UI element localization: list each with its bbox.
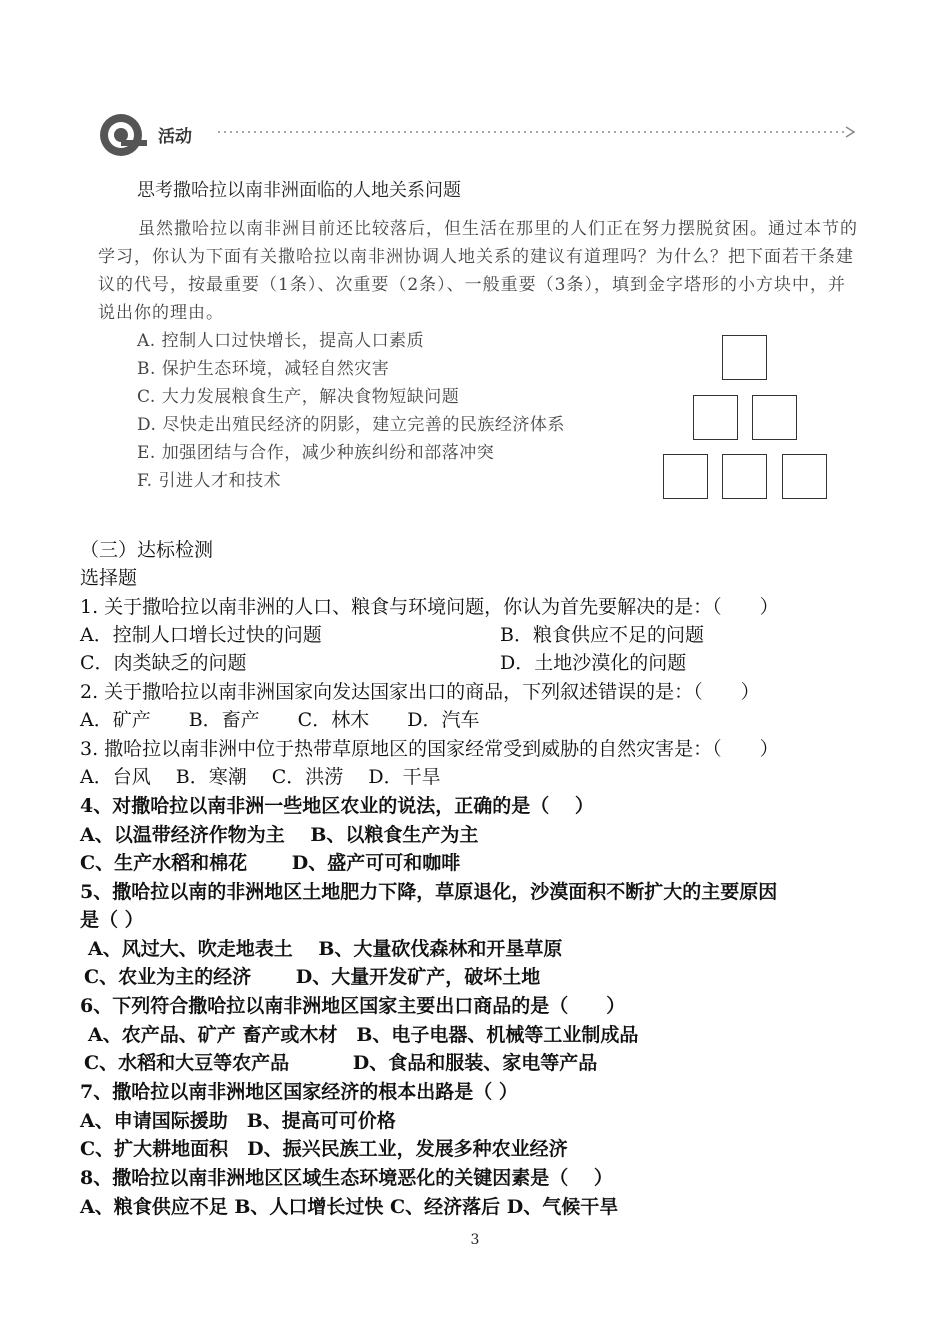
q3-options: A．台风 B．寒潮 C．洪涝 D．干旱 [80, 766, 441, 788]
question-6: 6、下列符合撒哈拉以南非洲地区国家主要出口商品的是（ ） [80, 995, 626, 1017]
pyramid-box-middle-right[interactable] [752, 395, 797, 440]
activity-label: 活动 [158, 127, 192, 147]
q4-options-cd: C、生产水稻和棉花 D、盛产可可和咖啡 [80, 852, 461, 874]
q5-options-ab: A、风过大、吹走地表土 B、大量砍伐森林和开垦草原 [88, 938, 563, 960]
option-d: D. 尽快走出殖民经济的阴影，建立完善的民族经济体系 [137, 415, 565, 435]
activity-title: 思考撒哈拉以南非洲面临的人地关系问题 [137, 180, 461, 201]
option-f: F. 引进人才和技术 [137, 471, 281, 491]
q8-options: A、粮食供应不足 B、人口增长过快 C、经济落后 D、气候干旱 [80, 1196, 619, 1218]
question-5: 5、撒哈拉以南的非洲地区土地肥力下降，草原退化，沙漠面积不断扩大的主要原因 [80, 881, 778, 903]
section-heading: （三）达标检测 [80, 539, 214, 561]
question-5-cont: 是（ ） [80, 909, 144, 931]
question-1: 1. 关于撒哈拉以南非洲的人口、粮食与环境问题，你认为首先要解决的是：（ ） [80, 596, 779, 618]
q5-options-cd: C、农业为主的经济 D、大量开发矿产，破坏土地 [84, 966, 541, 988]
question-3: 3. 撒哈拉以南非洲中位于热带草原地区的国家经常受到威胁的自然灾害是：（ ） [80, 738, 779, 760]
pyramid-box-bottom-right[interactable] [782, 454, 827, 499]
question-8: 8、撒哈拉以南非洲地区区域生态环境恶化的关键因素是（ ） [80, 1167, 613, 1189]
q1-option-d: D．土地沙漠化的问题 [500, 652, 687, 674]
q2-options: A．矿产 B．畜产 C．林木 D．汽车 [80, 709, 480, 731]
activity-paragraph: 虽然撒哈拉以南非洲目前还比较落后，但生活在那里的人们正在努力摆脱贫困。通过本节的学习，你认为下面有关撒哈拉以南非洲协调人地关系的建议有道理吗？为什么？把下面若干条建议的代号，按最重要（1条）、次重要（2条）、一般重要（3条），填到金字塔形的小方块中，并说出你的理由。 [98, 219, 858, 323]
q6-options-ab: A、农产品、矿产 畜产或木材 B、电子电器、机械等工业制成品 [88, 1024, 639, 1046]
option-b: B. 保护生态环境，减轻自然灾害 [137, 359, 390, 379]
dotted-arrow-icon [218, 124, 858, 140]
pyramid-box-bottom-left[interactable] [663, 454, 708, 499]
option-c: C. 大力发展粮食生产，解决食物短缺问题 [137, 387, 460, 407]
pyramid-box-middle-left[interactable] [693, 395, 738, 440]
question-2: 2. 关于撒哈拉以南非洲国家向发达国家出口的商品，下列叙述错误的是：（ ） [80, 681, 760, 703]
q1-option-a: A．控制人口增长过快的问题 [80, 624, 322, 646]
section-subheading: 选择题 [80, 567, 138, 589]
option-a: A. 控制人口过快增长，提高人口素质 [137, 331, 425, 351]
q6-options-cd: C、水稻和大豆等农产品 D、食品和服装、家电等产品 [84, 1052, 598, 1074]
option-e: E. 加强团结与合作，减少种族纠纷和部落冲突 [137, 443, 495, 463]
q1-option-c: C．肉类缺乏的问题 [80, 652, 247, 674]
pyramid-box-top[interactable] [722, 335, 767, 380]
activity-options [137, 327, 565, 495]
activity-logo-icon [98, 112, 148, 158]
q1-option-b: B．粮食供应不足的问题 [500, 624, 704, 646]
question-7: 7、撒哈拉以南非洲地区国家经济的根本出路是（ ） [80, 1081, 518, 1103]
q7-options-cd: C、扩大耕地面积 D、振兴民族工业，发展多种农业经济 [80, 1138, 568, 1160]
pyramid-box-bottom-center[interactable] [722, 454, 767, 499]
q4-options-ab: A、以温带经济作物为主 B、以粮食生产为主 [80, 824, 479, 846]
question-4: 4、对撒哈拉以南非洲一些地区农业的说法，正确的是（ ） [80, 795, 594, 817]
page-number: 3 [470, 1232, 480, 1248]
q7-options-ab: A、申请国际援助 B、提高可可价格 [80, 1110, 396, 1132]
